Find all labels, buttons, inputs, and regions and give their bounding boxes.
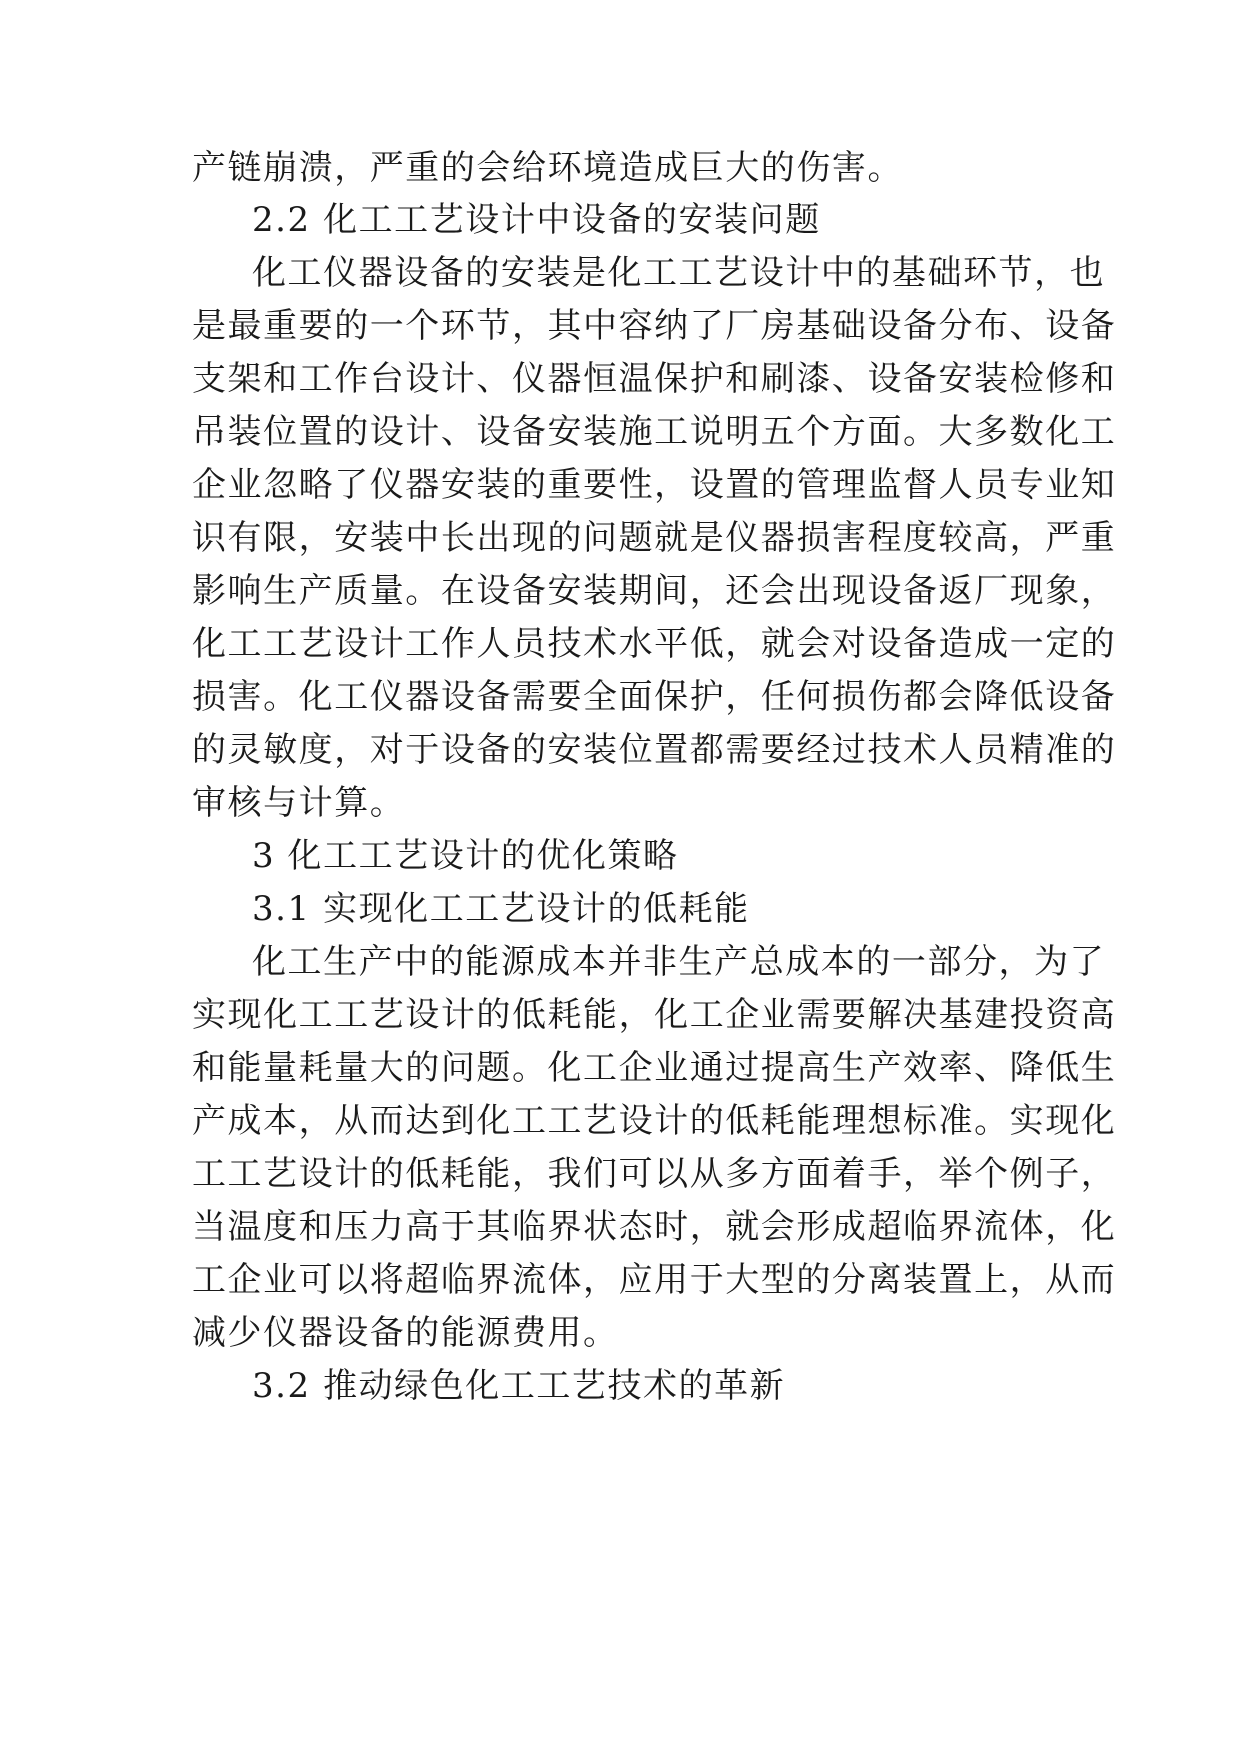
paragraph-line: 当温度和压力高于其临界状态时，就会形成超临界流体，化 — [192, 1207, 1117, 1247]
paragraph-line: 识有限，安装中长出现的问题就是仪器损害程度较高，严重 — [192, 518, 1117, 558]
section-heading: 3 化工工艺设计的优化策略 — [252, 836, 679, 876]
paragraph-line: 工工艺设计的低耗能，我们可以从多方面着手，举个例子， — [192, 1154, 1117, 1194]
paragraph-line: 支架和工作台设计、仪器恒温保护和刷漆、设备安装检修和 — [192, 359, 1117, 399]
paragraph-line: 化工生产中的能源成本并非生产总成本的一部分，为了 — [252, 942, 1106, 982]
paragraph-line: 产成本，从而达到化工工艺设计的低耗能理想标准。实现化 — [192, 1101, 1117, 1141]
paragraph-line: 和能量耗量大的问题。化工企业通过提高生产效率、降低生 — [192, 1048, 1117, 1088]
paragraph-line: 是最重要的一个环节，其中容纳了厂房基础设备分布、设备 — [192, 306, 1117, 346]
section-heading: 3.2 推动绿色化工工艺技术的革新 — [252, 1366, 786, 1406]
paragraph-line: 减少仪器设备的能源费用。 — [192, 1313, 619, 1353]
section-heading: 3.1 实现化工工艺设计的低耗能 — [252, 889, 750, 929]
paragraph-line: 化工工艺设计工作人员技术水平低，就会对设备造成一定的 — [192, 624, 1117, 664]
paragraph-line: 化工仪器设备的安装是化工工艺设计中的基础环节，也 — [252, 253, 1106, 293]
paragraph-line: 损害。化工仪器设备需要全面保护，任何损伤都会降低设备 — [192, 677, 1117, 717]
paragraph-line: 审核与计算。 — [192, 783, 406, 823]
paragraph-line: 企业忽略了仪器安装的重要性，设置的管理监督人员专业知 — [192, 465, 1117, 505]
paragraph-line: 的灵敏度，对于设备的安装位置都需要经过技术人员精准的 — [192, 730, 1117, 770]
paragraph-line: 吊装位置的设计、设备安装施工说明五个方面。大多数化工 — [192, 412, 1117, 452]
paragraph-line: 工企业可以将超临界流体，应用于大型的分离装置上，从而 — [192, 1260, 1117, 1300]
section-heading: 2.2 化工工艺设计中设备的安装问题 — [252, 200, 821, 240]
paragraph-line: 产链崩溃，严重的会给环境造成巨大的伤害。 — [192, 148, 903, 188]
paragraph-line: 实现化工工艺设计的低耗能，化工企业需要解决基建投资高 — [192, 995, 1117, 1035]
paragraph-line: 影响生产质量。在设备安装期间，还会出现设备返厂现象， — [192, 571, 1117, 611]
